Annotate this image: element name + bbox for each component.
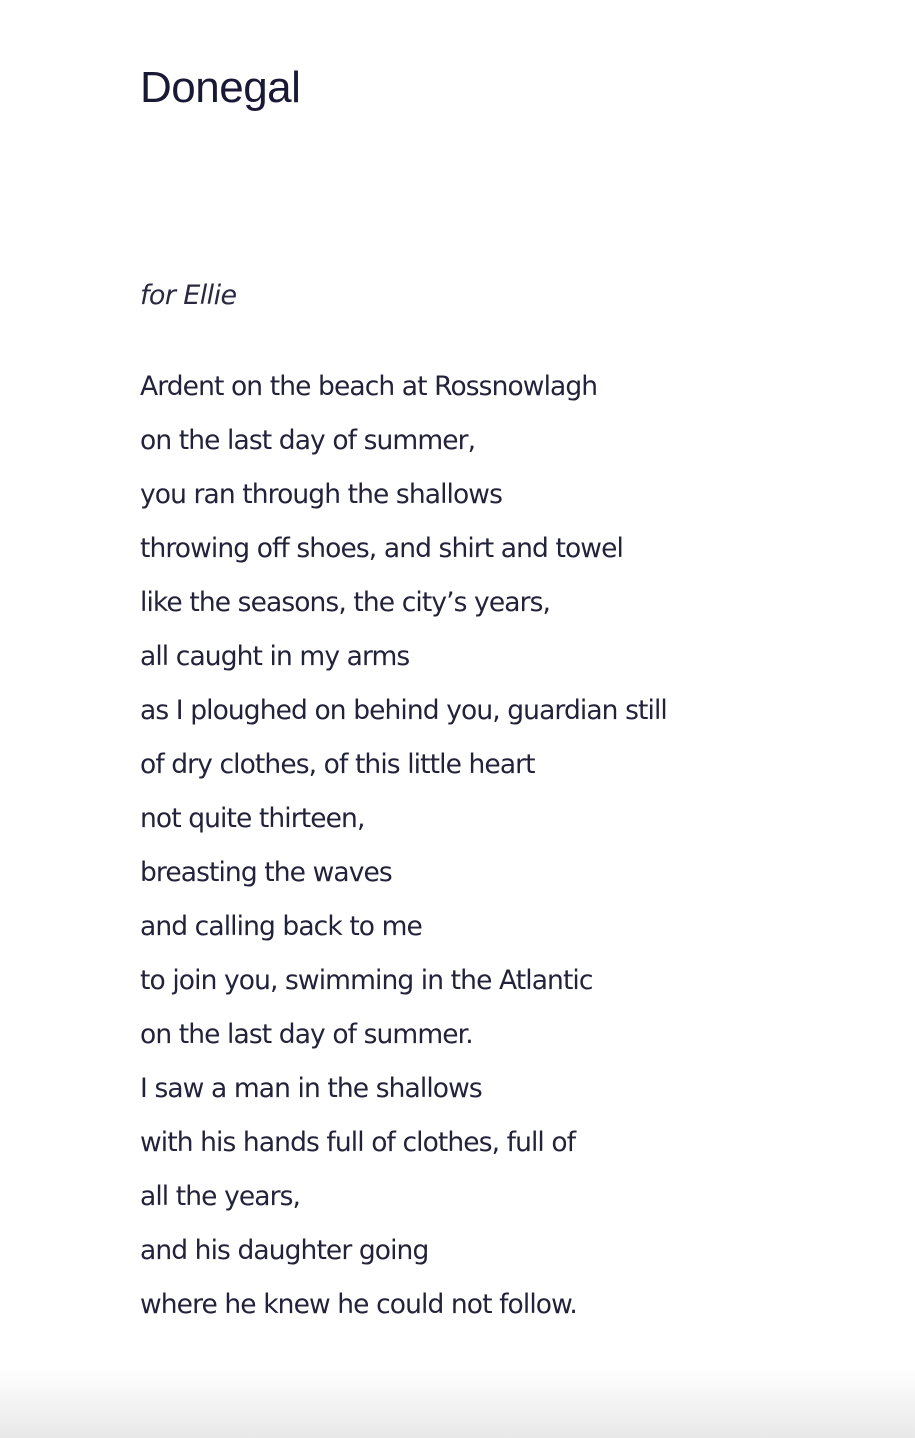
poem-line: and calling back to me: [140, 911, 422, 942]
bottom-shadow: [0, 1368, 915, 1438]
poem-body: [140, 360, 667, 1332]
poem-line: breasting the waves: [140, 857, 392, 888]
poem-line: all caught in my arms: [140, 641, 410, 672]
poem-line: like the seasons, the city’s years,: [140, 587, 551, 618]
poem-line: where he knew he could not follow.: [140, 1289, 577, 1320]
poem-line: all the years,: [140, 1181, 301, 1212]
poem-line: as I ploughed on behind you, guardian still: [140, 695, 667, 726]
poem-line: with his hands full of clothes, full of: [140, 1127, 576, 1158]
poem-line: of dry clothes, of this little heart: [140, 749, 535, 780]
poem-line: not quite thirteen,: [140, 803, 365, 834]
poem-line: Ardent on the beach at Rossnowlagh: [140, 371, 598, 402]
poem-line: to join you, swimming in the Atlantic: [140, 965, 593, 996]
poem-title: Donegal: [140, 63, 301, 112]
poem-line: on the last day of summer.: [140, 1019, 473, 1050]
poem-line: on the last day of summer,: [140, 425, 476, 456]
poem-line: and his daughter going: [140, 1235, 429, 1266]
poem-dedication: for Ellie: [140, 280, 237, 311]
poem-line: you ran through the shallows: [140, 479, 502, 510]
poem-line: throwing off shoes, and shirt and towel: [140, 533, 623, 564]
poem-line: I saw a man in the shallows: [140, 1073, 482, 1104]
